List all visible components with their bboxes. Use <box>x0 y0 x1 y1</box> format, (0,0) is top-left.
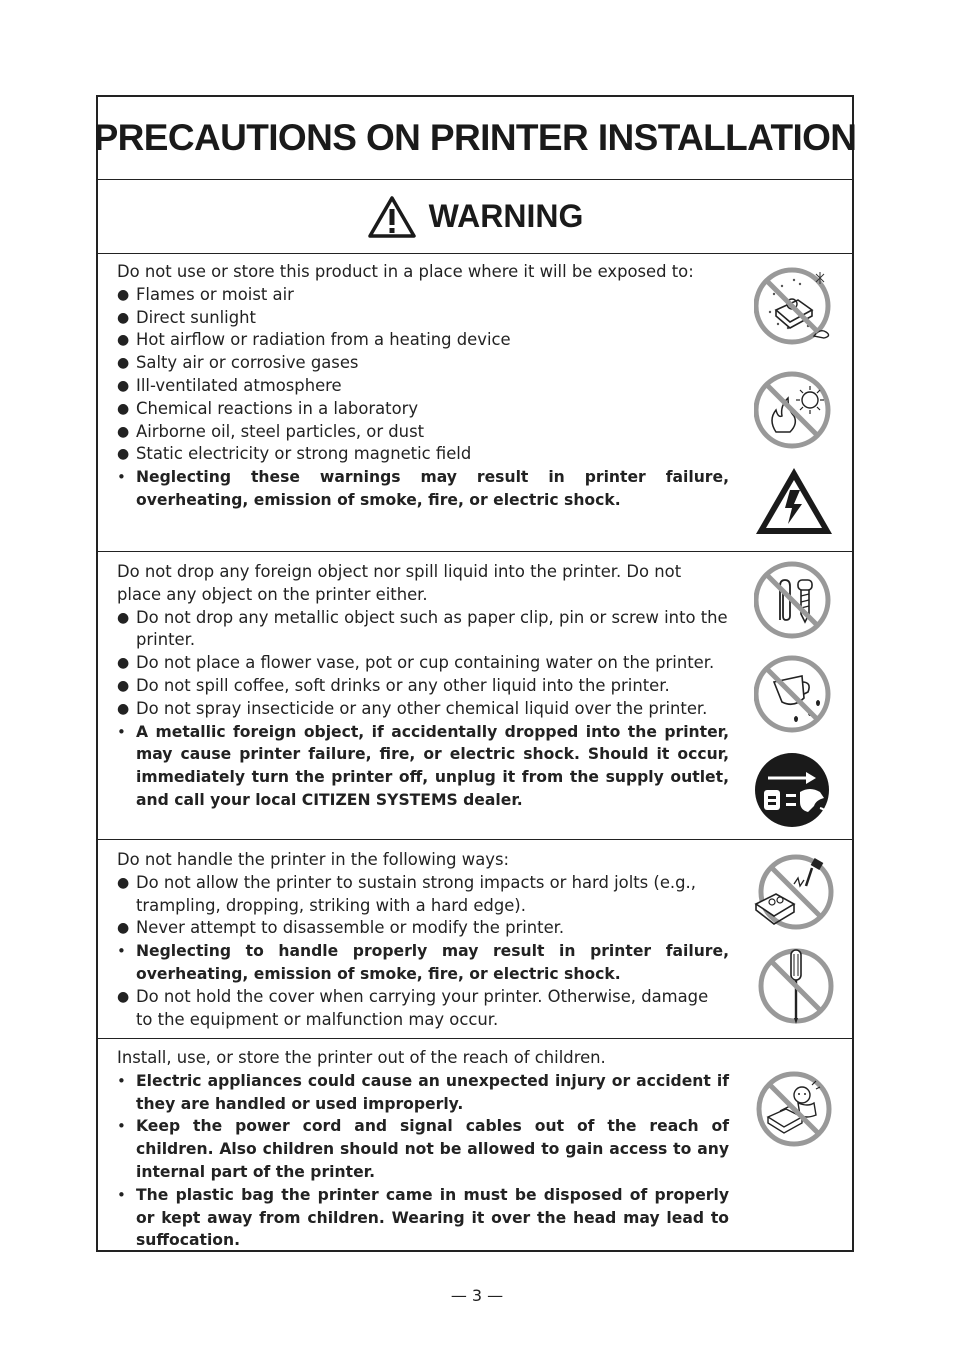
warning-note: • Keep the power cord and signal cables out of the reach of children. Also children should not be allowed to gain access to any internal part of the printer. <box>117 1117 729 1181</box>
list-item: ● Do not allow the printer to sustain strong impacts or hard jolts (e.g., trampling, dropping, striking with a hard edge). <box>117 872 696 915</box>
no-clip-screw-icon <box>754 560 838 644</box>
section-text <box>117 1047 729 1252</box>
list-item: ● Do not hold the cover when carrying your printer. Otherwise, damage to the equipment or malfunction may occur. <box>117 986 709 1029</box>
no-impact-icon <box>754 852 838 936</box>
list-item: ● Do not spill coffee, soft drinks or any other liquid into the printer. <box>117 675 670 695</box>
section-text <box>117 561 729 812</box>
section-text <box>117 261 729 512</box>
list-item: ● Salty air or corrosive gases <box>117 353 359 373</box>
precautions-frame <box>93 95 857 1252</box>
title-row <box>93 97 857 180</box>
section-intro: Do not use or store this product in a place where it will be exposed to: <box>117 262 694 281</box>
section-icons <box>754 840 838 1039</box>
warning-triangle-icon <box>367 195 417 239</box>
list-item: ● Chemical reactions in a laboratory <box>117 398 419 418</box>
section-handling <box>98 840 852 1039</box>
list-item: ● Do not place a flower vase, pot or cup containing water on the printer. <box>117 653 715 673</box>
no-children-icon <box>754 1069 838 1153</box>
section-intro: Do not drop any foreign object nor spill liquid into the printer. Do not place any object on the printer either. <box>117 562 682 604</box>
no-fire-sunlight-icon <box>754 370 838 454</box>
section-icons <box>754 1039 838 1254</box>
warning-note: • A metallic foreign object, if accidentally dropped into the printer, may cause printer failure, fire, or electric shock. Should it occur, immediately turn the printer off, unplug it from the supply outlet, and call your local CITIZEN SYSTEMS dealer. <box>117 722 729 809</box>
warning-note: • Electric appliances could cause an unexpected injury or accident if they are handled or used improperly. <box>117 1071 729 1113</box>
section-icons <box>754 254 838 552</box>
section-children <box>98 1039 852 1254</box>
list-item: ● Never attempt to disassemble or modify the printer. <box>117 918 565 938</box>
no-liquid-cup-icon <box>754 654 838 738</box>
list-item: ● Ill-ventilated atmosphere <box>117 375 342 395</box>
electric-shock-warning-icon <box>754 464 838 540</box>
warning-header <box>98 180 852 254</box>
section-environment <box>98 254 852 552</box>
page-title: PRECAUTIONS ON PRINTER INSTALLATION <box>93 117 857 158</box>
list-item: ● Airborne oil, steel particles, or dust <box>117 421 425 441</box>
section-foreign-objects <box>98 552 852 840</box>
warning-note: • Neglecting to handle properly may result in printer failure, overheating, emission of smoke, fire, or electric shock. <box>117 942 729 983</box>
page-number: — 3 — <box>450 1286 504 1305</box>
no-dust-humidity-icon <box>754 266 838 350</box>
warning-note: • The plastic bag the printer came in must be disposed of properly or kept away from children. Wearing it over the head may lead to suffocation. <box>117 1185 729 1250</box>
section-text <box>117 849 729 1031</box>
list-item: ● Do not spray insecticide or any other chemical liquid over the printer. <box>117 698 708 718</box>
warning-note: • Neglecting these warnings may result in printer failure, overheating, emission of smoke, fire, or electric shock. <box>117 468 729 509</box>
section-intro: Install, use, or store the printer out of the reach of children. <box>117 1048 606 1067</box>
list-item: ● Hot airflow or radiation from a heating device <box>117 330 511 350</box>
list-item: ● Do not drop any metallic object such as paper clip, pin or screw into the printer. <box>117 607 728 650</box>
no-disassembly-icon <box>754 946 838 1030</box>
list-item: ● Direct sunlight <box>117 307 256 327</box>
section-intro: Do not handle the printer in the following ways: <box>117 850 510 869</box>
list-item: ● Flames or moist air <box>117 284 294 304</box>
list-item: ● Static electricity or strong magnetic field <box>117 444 472 464</box>
section-icons <box>754 552 838 840</box>
warning-label: WARNING <box>428 198 584 234</box>
unplug-icon <box>754 750 838 834</box>
